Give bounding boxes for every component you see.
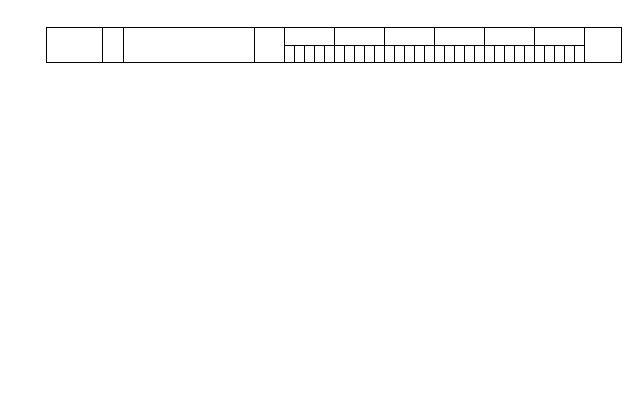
- week-number: [415, 46, 425, 63]
- week-number: [355, 46, 365, 63]
- week-number: [485, 46, 495, 63]
- header-sub-tema: [47, 28, 103, 63]
- week-number: [405, 46, 415, 63]
- week-number: [385, 46, 395, 63]
- header-pb-ke: [103, 28, 124, 63]
- week-number: [335, 46, 345, 63]
- week-number: [395, 46, 405, 63]
- week-number: [435, 46, 445, 63]
- week-number: [565, 46, 575, 63]
- schedule-table: [46, 27, 622, 63]
- week-number: [465, 46, 475, 63]
- week-number: [545, 46, 555, 63]
- header-ket: [585, 28, 622, 63]
- week-number: [345, 46, 355, 63]
- week-number: [295, 46, 305, 63]
- week-number: [515, 46, 525, 63]
- week-number: [375, 46, 385, 63]
- week-number: [505, 46, 515, 63]
- week-number: [495, 46, 505, 63]
- month-header: [385, 28, 435, 46]
- week-number: [555, 46, 565, 63]
- week-number: [475, 46, 485, 63]
- week-number: [535, 46, 545, 63]
- month-header: [285, 28, 335, 46]
- week-number: [315, 46, 325, 63]
- month-header: [535, 28, 585, 46]
- header-kompetensi: [124, 28, 255, 63]
- week-number: [575, 46, 585, 63]
- month-header: [335, 28, 385, 46]
- week-number: [425, 46, 435, 63]
- week-number: [455, 46, 465, 63]
- week-number: [305, 46, 315, 63]
- week-number: [285, 46, 295, 63]
- header-aw: [255, 28, 285, 63]
- month-header: [435, 28, 485, 46]
- week-number: [325, 46, 335, 63]
- week-number: [445, 46, 455, 63]
- week-number: [365, 46, 375, 63]
- month-header: [485, 28, 535, 46]
- week-number: [525, 46, 535, 63]
